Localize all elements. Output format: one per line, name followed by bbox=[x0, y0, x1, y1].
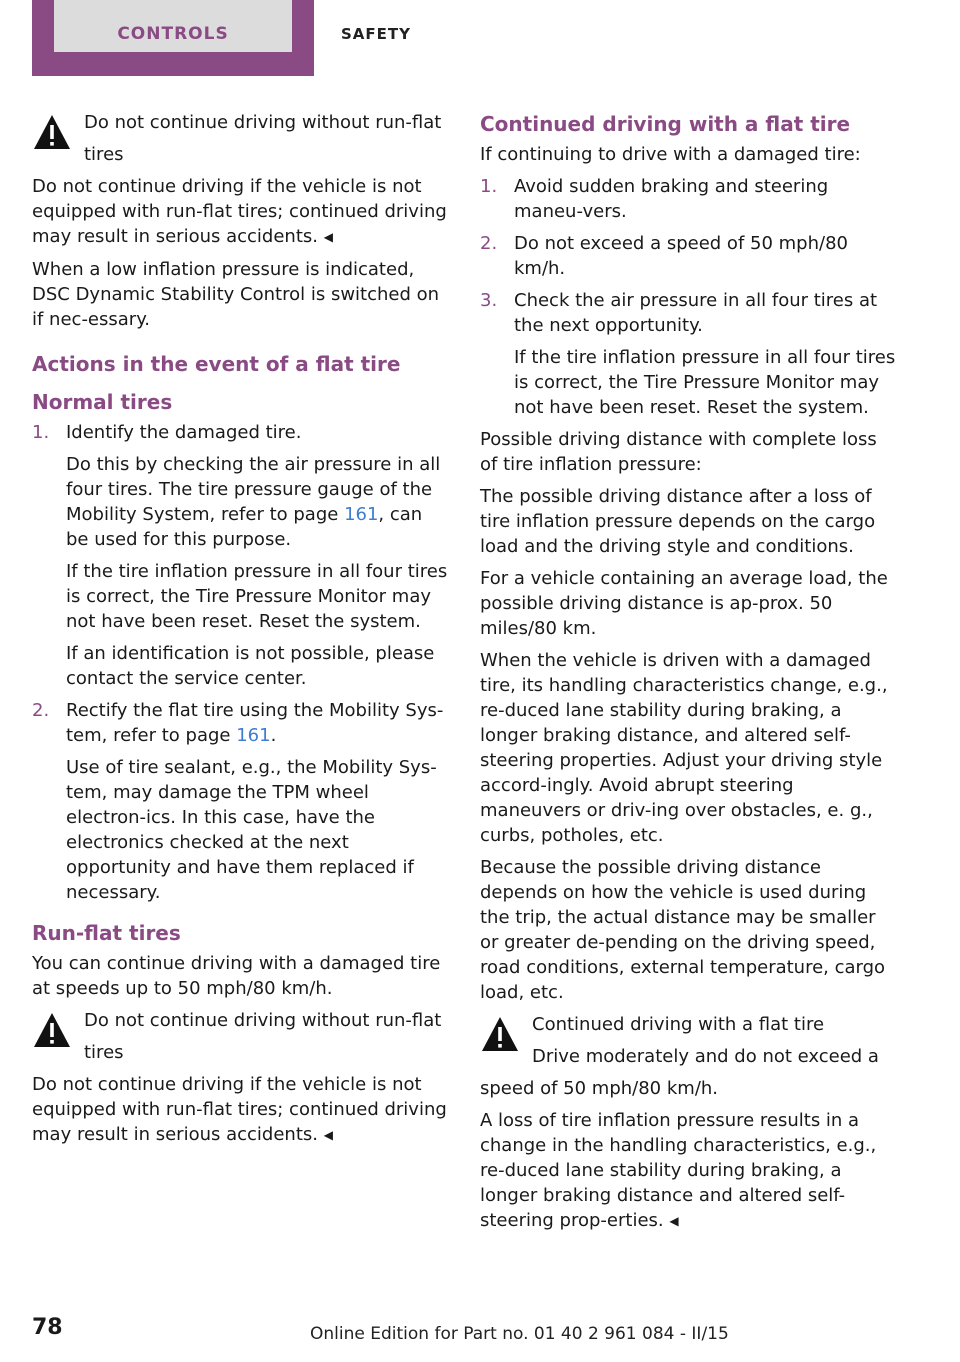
list-item bbox=[480, 174, 898, 224]
tab-controls[interactable] bbox=[32, 0, 314, 76]
list-item bbox=[480, 231, 898, 281]
list-item bbox=[32, 698, 450, 905]
warning-body: Do not continue driving if the vehicle is not equipped with run-flat tires; continued driving may result in serious accidents. ◀ bbox=[32, 176, 447, 247]
warning-body: Do not continue driving if the vehicle is not equipped with run-flat tires; continued driving may result in serious accidents. ◀ bbox=[32, 1074, 447, 1145]
left-column bbox=[32, 110, 450, 1155]
warning-title-line1: Do not continue driving without run-flat bbox=[84, 1010, 442, 1031]
step-number: 1. bbox=[32, 422, 50, 443]
warning-title: Continued driving with a flat tire bbox=[532, 1014, 825, 1035]
paragraph: When the vehicle is driven with a damaged tire, its handling characteristics change, e.g., re-duced lane stability during braking, a longer braking distance, and altered self-steering properties. Adjust your driving style accord-ingly. Avoid abrupt steering maneuvers or driv-ing over obstacles, e. g., curbs, potholes, etc. bbox=[480, 650, 888, 846]
right-column bbox=[480, 110, 898, 1241]
end-mark: ◀ bbox=[669, 1214, 679, 1228]
list-item bbox=[480, 288, 898, 420]
warning-detail: A loss of tire inflation pressure results in a change in the handling characteristics, e.g., re-duced lane stability during braking, a longer braking distance and altered self-steering prop-erties. ◀ bbox=[480, 1110, 877, 1231]
warning-title-line1: Do not continue driving without run-flat bbox=[84, 112, 442, 133]
warning-block bbox=[480, 1012, 898, 1069]
warning-triangle-icon bbox=[32, 1010, 72, 1050]
warning-body: speed of 50 mph/80 km/h. bbox=[480, 1078, 719, 1099]
heading-continued-driving: Continued driving with a flat tire bbox=[480, 112, 851, 136]
step-text: Avoid sudden braking and steering maneu-vers. bbox=[514, 176, 829, 222]
tab-safety[interactable]: SAFETY bbox=[341, 25, 411, 43]
warning-block bbox=[32, 1008, 450, 1065]
step-subtext: Do this by checking the air pressure in all four tires. The tire pressure gauge of the Mobility System, refer to page 161, can be used for this purpose. bbox=[66, 454, 441, 550]
normal-tires-steps bbox=[32, 420, 450, 905]
continued-driving-steps bbox=[480, 174, 898, 420]
intro-paragraph: If continuing to drive with a damaged tire: bbox=[480, 144, 861, 165]
warning-triangle-icon bbox=[32, 112, 72, 152]
paragraph: The possible driving distance after a loss of tire inflation pressure depends on the cargo load and the driving style and conditions. bbox=[480, 486, 876, 557]
step-subtext: Use of tire sealant, e.g., the Mobility Sys-tem, may damage the TPM wheel electron-ics. In this case, have the electronics checked at the next opportunity and have them replaced if necessary. bbox=[66, 757, 437, 903]
heading-run-flat-tires: Run-flat tires bbox=[32, 921, 181, 945]
end-mark: ◀ bbox=[323, 230, 333, 244]
step-subtext: If the tire inflation pressure in all four tires is correct, the Tire Pressure Monitor may not have been reset. Reset the system. bbox=[514, 347, 896, 418]
dsc-paragraph: When a low inflation pressure is indicated, DSC Dynamic Stability Control is switched on if nec-essary. bbox=[32, 259, 440, 330]
footer-edition: Online Edition for Part no. 01 40 2 961 084 - II/15 bbox=[310, 1324, 729, 1344]
heading-normal-tires: Normal tires bbox=[32, 390, 173, 414]
step-number: 3. bbox=[480, 290, 498, 311]
warning-block bbox=[32, 110, 450, 167]
step-number: 2. bbox=[32, 700, 50, 721]
step-text: Check the air pressure in all four tires at the next opportunity. bbox=[514, 290, 878, 336]
run-flat-paragraph: You can continue driving with a damaged tire at speeds up to 50 mph/80 km/h. bbox=[32, 953, 441, 999]
paragraph: Because the possible driving distance depends on how the vehicle is used during the trip, the actual distance may be smaller or greater de-pending on the driving speed, road conditions, external temperature, cargo load, etc. bbox=[480, 857, 886, 1003]
tab-controls-label: CONTROLS bbox=[54, 0, 292, 52]
step-number: 2. bbox=[480, 233, 498, 254]
warning-title-line2: Drive moderately and do not exceed a bbox=[532, 1046, 879, 1067]
end-mark: ◀ bbox=[323, 1128, 333, 1142]
list-item bbox=[32, 420, 450, 691]
step-text: Do not exceed a speed of 50 mph/80 km/h. bbox=[514, 233, 848, 279]
step-text: Identify the damaged tire. bbox=[66, 422, 302, 443]
paragraph: Possible driving distance with complete loss of tire inflation pressure: bbox=[480, 429, 877, 475]
step-number: 1. bbox=[480, 176, 498, 197]
warning-title-line2: tires bbox=[84, 1042, 124, 1063]
page-link-161[interactable]: 161 bbox=[344, 504, 379, 525]
heading-actions: Actions in the event of a flat tire bbox=[32, 352, 401, 376]
step-text: Rectify the flat tire using the Mobility Sys-tem, refer to page 161. bbox=[66, 700, 444, 746]
warning-triangle-icon bbox=[480, 1014, 520, 1054]
warning-title-line2: tires bbox=[84, 144, 124, 165]
page-number: 78 bbox=[32, 1315, 63, 1340]
page-link-161[interactable]: 161 bbox=[236, 725, 271, 746]
step-subtext: If an identification is not possible, please contact the service center. bbox=[66, 643, 435, 689]
step-subtext: If the tire inflation pressure in all four tires is correct, the Tire Pressure Monitor may not have been reset. Reset the system. bbox=[66, 561, 448, 632]
paragraph: For a vehicle containing an average load, the possible driving distance is ap-prox. 50 miles/80 km. bbox=[480, 568, 888, 639]
